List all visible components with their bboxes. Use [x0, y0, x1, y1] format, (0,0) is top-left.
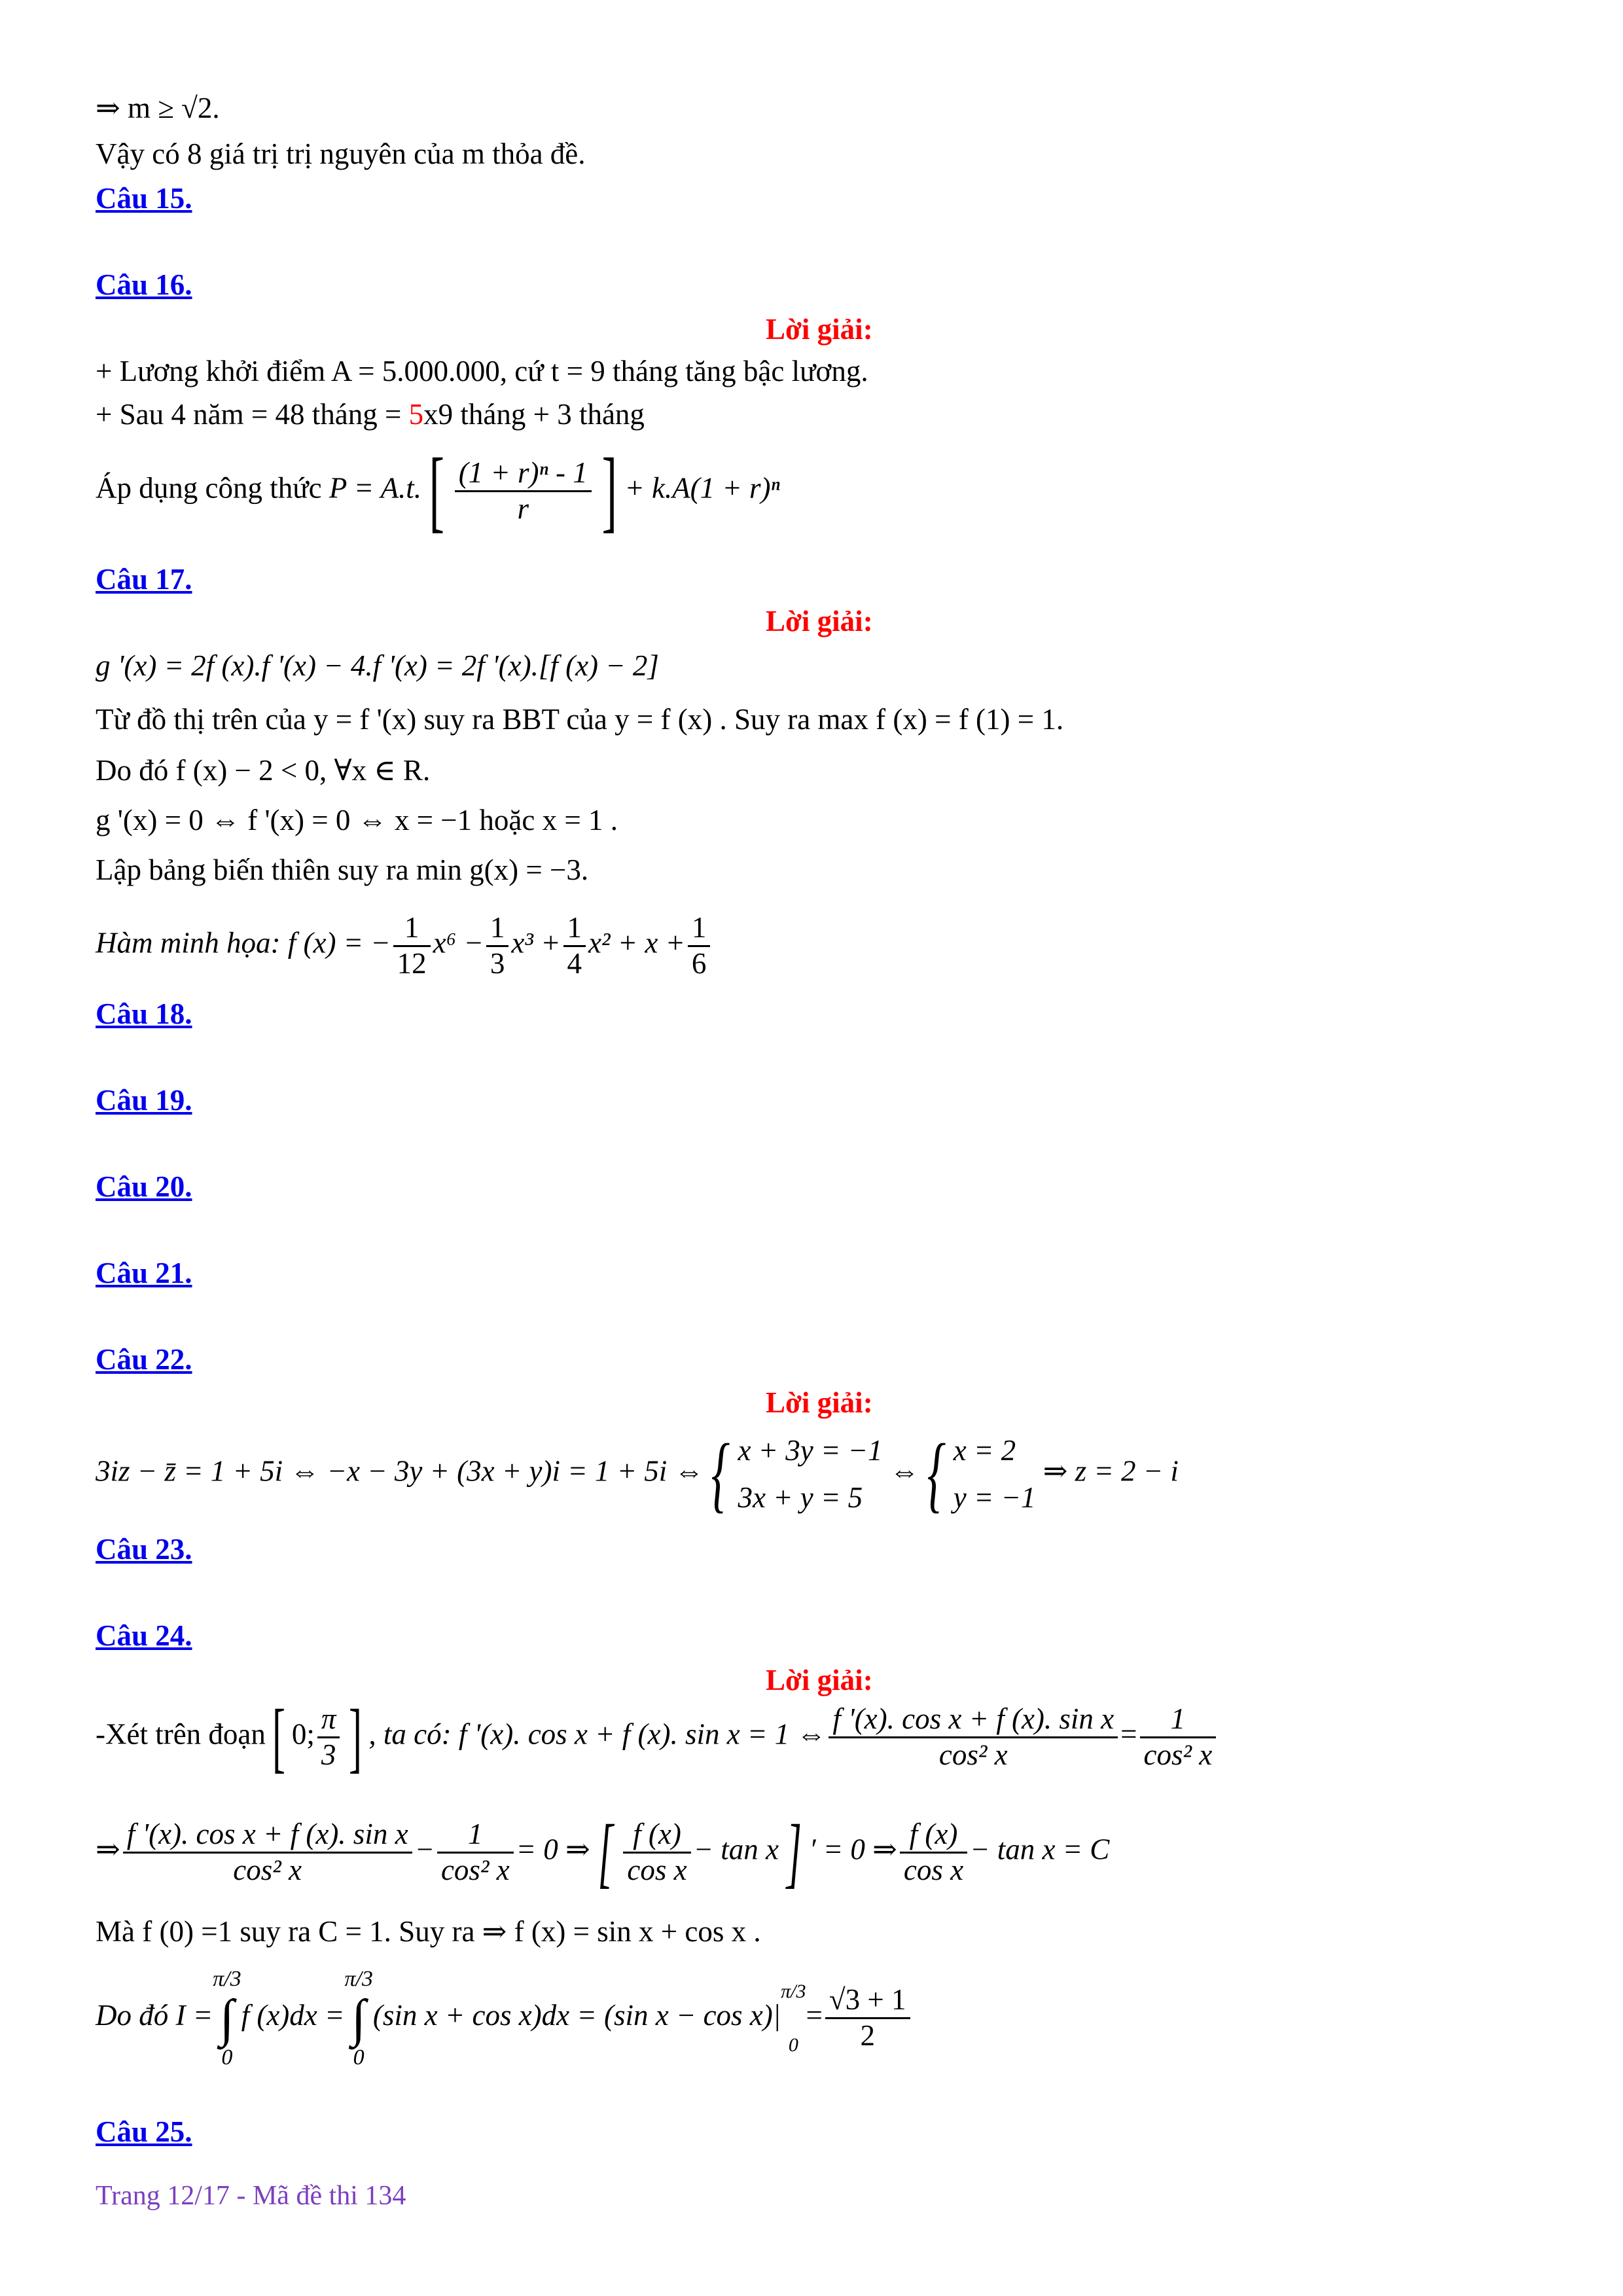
- c24-line-2-end: − tan x = C: [970, 1833, 1110, 1866]
- c24-frac-4-den: cos² x: [440, 1853, 510, 1886]
- c17-f-lhs: f (x) = −: [287, 926, 391, 960]
- c17-frac-4: [688, 911, 711, 981]
- c16-fraction-num: (1 + r)ⁿ - 1: [455, 456, 592, 492]
- c16-fraction-den: r: [517, 492, 529, 525]
- solution-label-22: Lời giải:: [766, 1386, 873, 1419]
- c24-result-num: √3 + 1: [825, 1983, 910, 2019]
- c16-line-2: [96, 397, 645, 432]
- c24-frac-6: [900, 1818, 967, 1888]
- c24-frac-2-den: cos² x: [1143, 1738, 1213, 1771]
- heading-cau-16[interactable]: Câu 16.: [96, 268, 192, 301]
- c22-lhs: 3iz − z̄ = 1 + 5i ⇔ −x − 3y + (3x + y)i = 1 + 5i ⇔: [96, 1454, 704, 1488]
- c24-frac-6-den: cos x: [903, 1853, 964, 1886]
- c17-frac-3-den: 4: [567, 946, 582, 980]
- c22-system-1: [738, 1427, 882, 1521]
- c24-pi-frac: [317, 1702, 340, 1772]
- c16-fraction: [455, 456, 592, 526]
- c24-eval-gap: [781, 2005, 806, 2032]
- c24-pi-den: 3: [321, 1738, 336, 1771]
- c24-frac-1: [829, 1702, 1118, 1772]
- heading-cau-23[interactable]: Câu 23.: [96, 1533, 192, 1566]
- c24-frac-2: [1140, 1702, 1217, 1772]
- c17-line-1: g '(x) = 2f (x).f '(x) − 4.f '(x) = 2f '(x).[f (x) − 2]: [96, 649, 659, 682]
- conclusion-text: Vậy có 8 giá trị trị nguyên của m thỏa đề.: [96, 137, 586, 170]
- c24-tan: − tan x: [693, 1833, 779, 1866]
- c24-frac-6-num: f (x): [900, 1818, 967, 1854]
- c17-term-2: x³ +: [511, 926, 561, 960]
- right-bracket: ]: [349, 1693, 363, 1780]
- c24-int1-lower: 0: [221, 2045, 233, 2070]
- c22-sys2-row1: x = 2: [953, 1434, 1016, 1467]
- c24-frac-2-num: 1: [1140, 1702, 1217, 1738]
- c17-line-4: g '(x) = 0 ⇔ f '(x) = 0 ⇔ x = −1 hoặc x = 1 .: [96, 804, 618, 836]
- c16-line-2-post: x9 tháng + 3 tháng: [423, 398, 645, 431]
- implication-line: [96, 90, 220, 126]
- c24-line-1-mid: , ta có: f '(x). cos x + f (x). sin x = 1 ⇔: [368, 1717, 827, 1751]
- c17-frac-4-num: 1: [688, 911, 711, 947]
- c24-frac-3: [123, 1818, 412, 1888]
- right-bracket: ]: [601, 440, 617, 541]
- left-bracket: [: [429, 440, 445, 541]
- c24-frac-5-num: f (x): [623, 1818, 690, 1854]
- left-bracket: [: [597, 1808, 613, 1895]
- c24-eq: =: [1120, 1717, 1137, 1751]
- solution-label-17: Lời giải:: [766, 605, 873, 637]
- c24-frac-3-den: cos² x: [233, 1853, 302, 1886]
- c16-line-1: + Lương khởi điểm A = 5.000.000, cứ t = 9 tháng tăng bậc lương.: [96, 355, 868, 387]
- c24-result-frac: [825, 1983, 910, 2053]
- math-m-geq-sqrt2: ⇒ m ≥ √2.: [96, 92, 220, 124]
- c17-frac-1-den: 12: [397, 946, 427, 980]
- left-brace-1: {: [711, 1427, 730, 1521]
- conclusion-line: [96, 136, 586, 171]
- c17-illustration-label: Hàm minh họa:: [96, 926, 281, 960]
- c24-line-3: Mà f (0) =1 suy ra C = 1. Suy ra ⇒ f (x) = sin x + cos x .: [96, 1915, 761, 1948]
- c16-formula-lhs: P = A.t.: [329, 471, 422, 505]
- c22-sys1-row1: x + 3y = −1: [738, 1434, 883, 1467]
- c24-integral-1: [213, 1964, 241, 2073]
- c16-line-2-pre: + Sau 4 năm = 48 tháng =: [96, 398, 409, 431]
- c24-derivative-zero: ′ = 0 ⇒: [809, 1833, 897, 1866]
- c17-term-3: x² + x +: [588, 926, 685, 960]
- c24-line-1: [96, 1693, 1219, 1780]
- c24-frac-4-num: 1: [437, 1818, 514, 1854]
- c17-frac-4-den: 6: [691, 946, 707, 980]
- c16-formula-line: [96, 440, 780, 541]
- c24-result-den: 2: [860, 2019, 875, 2053]
- heading-cau-19[interactable]: Câu 19.: [96, 1084, 192, 1117]
- heading-cau-17[interactable]: Câu 17.: [96, 563, 192, 596]
- heading-cau-22[interactable]: Câu 22.: [96, 1343, 192, 1376]
- c22-system-2: [954, 1427, 1036, 1521]
- c17-term-1: x⁶ −: [433, 926, 484, 960]
- c24-eval-limits: [781, 1978, 806, 2059]
- c17-frac-1-num: 1: [393, 911, 431, 947]
- c24-frac-4: [437, 1818, 514, 1888]
- c24-minus: −: [414, 1833, 435, 1866]
- c24-eval-lower: 0: [788, 2034, 798, 2056]
- c17-line-6: [96, 911, 713, 981]
- c17-line-3: Do đó f (x) − 2 < 0, ∀x ∈ R.: [96, 754, 431, 787]
- c24-int2-body: (sin x + cos x)dx = (sin x − cos x)|: [372, 1998, 781, 2032]
- c22-mid: ⇔: [889, 1454, 919, 1488]
- c24-int2-upper: π/3: [344, 1967, 373, 1991]
- c24-integral-2: [344, 1964, 372, 2073]
- heading-cau-20[interactable]: Câu 20.: [96, 1170, 192, 1203]
- heading-cau-24[interactable]: Câu 24.: [96, 1619, 192, 1652]
- c24-eq-zero: = 0 ⇒: [516, 1833, 590, 1866]
- c22-sys1-row2: 3x + y = 5: [738, 1481, 863, 1514]
- solution-label-24: Lời giải:: [766, 1664, 873, 1696]
- c24-integral-lhs: Do đó I =: [96, 1998, 213, 2032]
- c17-frac-2: [486, 911, 509, 981]
- integral-icon: ∫: [351, 1989, 366, 2047]
- heading-cau-25[interactable]: Câu 25.: [96, 2115, 192, 2148]
- c17-frac-3-num: 1: [563, 911, 586, 947]
- c16-formula-rhs: + k.A(1 + r)ⁿ: [624, 471, 780, 505]
- solution-label-16: Lời giải:: [766, 313, 873, 346]
- heading-cau-21[interactable]: Câu 21.: [96, 1257, 192, 1289]
- c17-frac-3: [563, 911, 586, 981]
- c24-int1-body: f (x)dx =: [241, 1998, 345, 2032]
- c17-frac-2-den: 3: [490, 946, 505, 980]
- c24-int2-lower: 0: [353, 2045, 365, 2070]
- c24-int1-upper: π/3: [213, 1967, 241, 1991]
- c24-frac-1-num: f '(x). cos x + f (x). sin x: [829, 1702, 1118, 1738]
- c22-rhs: ⇒ z = 2 − i: [1043, 1454, 1179, 1488]
- integral-icon: ∫: [219, 1989, 234, 2047]
- page-footer: Trang 12/17 - Mã đề thi 134: [96, 2181, 406, 2211]
- c22-sys2-row2: y = −1: [953, 1481, 1036, 1514]
- c17-frac-2-num: 1: [486, 911, 509, 947]
- heading-cau-18[interactable]: Câu 18.: [96, 997, 192, 1030]
- c24-line-4: [96, 1964, 913, 2073]
- c24-eval-upper: π/3: [781, 1980, 806, 2002]
- c24-frac-5: [623, 1818, 690, 1888]
- c24-line-2-pre: ⇒: [96, 1833, 120, 1866]
- c22-equation: [96, 1427, 1179, 1521]
- c24-line-1-pre: -Xét trên đoạn: [96, 1717, 266, 1751]
- c16-formula-intro: Áp dụng công thức: [96, 471, 322, 505]
- c24-frac-5-den: cos x: [627, 1853, 687, 1886]
- left-brace-2: {: [927, 1427, 946, 1521]
- c24-line-2: [96, 1808, 1110, 1895]
- c24-pi-num: π: [317, 1702, 340, 1738]
- c24-eq2: =: [806, 1998, 823, 2032]
- c17-frac-1: [393, 911, 431, 981]
- left-bracket: [: [272, 1693, 285, 1780]
- c16-line-2-red: 5: [408, 398, 424, 431]
- c17-line-5: Lập bảng biến thiên suy ra min g(x) = −3.: [96, 853, 589, 886]
- c24-frac-3-num: f '(x). cos x + f (x). sin x: [123, 1818, 412, 1854]
- right-bracket: ]: [786, 1808, 802, 1895]
- c17-line-2: Từ đồ thị trên của y = f '(x) suy ra BBT của y = f (x) . Suy ra max f (x) = f (1) = 1.: [96, 703, 1064, 736]
- c24-frac-1-den: cos² x: [938, 1738, 1008, 1771]
- c24-interval: 0;: [291, 1717, 315, 1751]
- heading-cau-15[interactable]: Câu 15.: [96, 182, 192, 215]
